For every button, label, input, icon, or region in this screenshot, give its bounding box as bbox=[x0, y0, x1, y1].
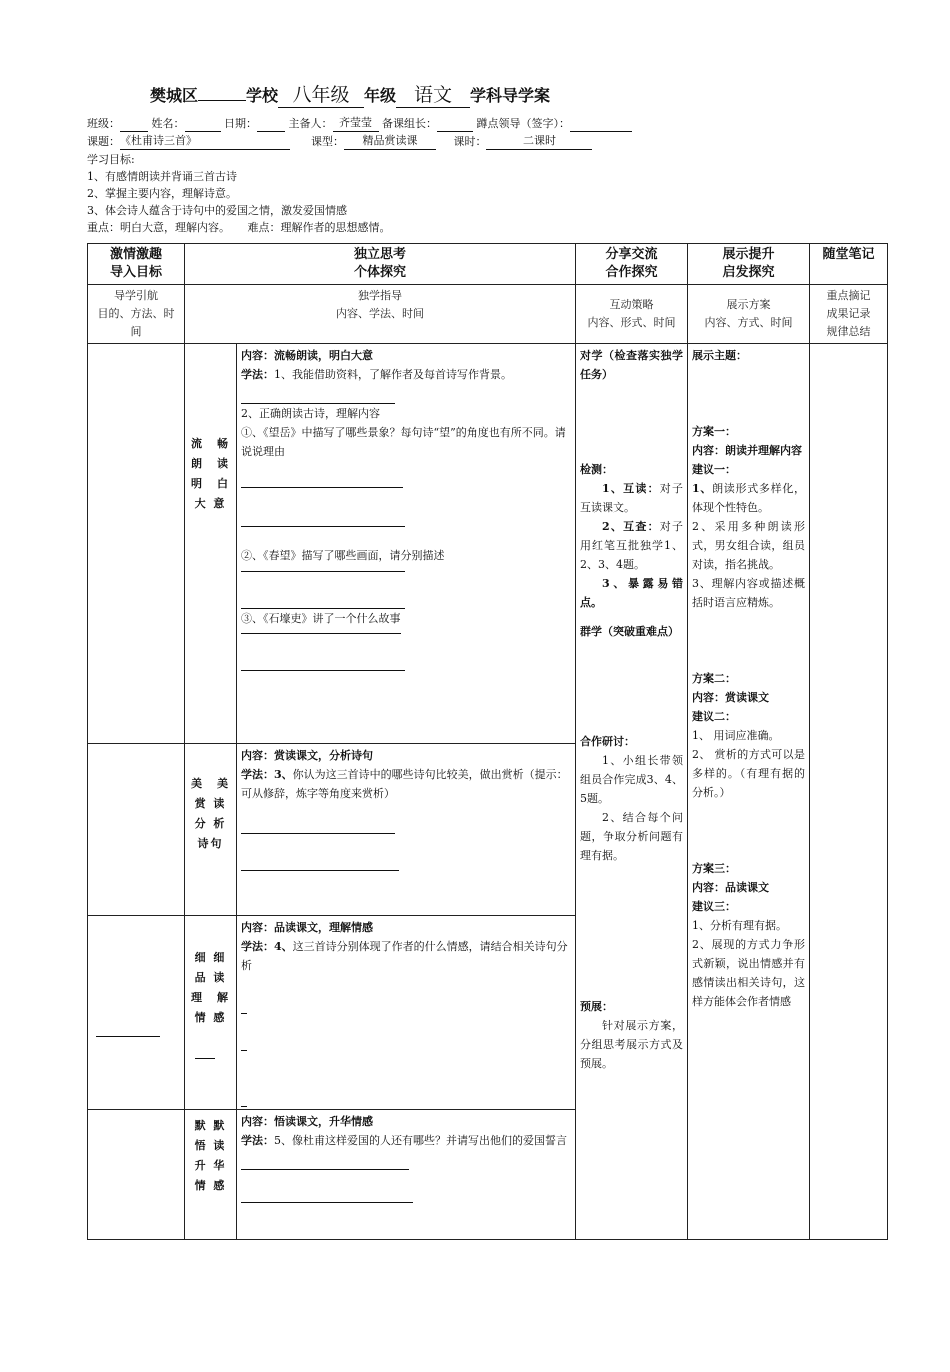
page-title bbox=[150, 80, 550, 108]
school-blank[interactable] bbox=[198, 100, 246, 101]
coop-item: 1、小组长带领组员合作完成3、4、5题。 bbox=[580, 754, 684, 805]
topic-field[interactable]: 《杜甫诗三首》 bbox=[120, 132, 290, 150]
question-text: 2、正确朗读古诗，理解内容 bbox=[241, 407, 380, 420]
question-text: 这三首诗分别体现了作者的什么情感，请结合相关诗句分析 bbox=[241, 940, 568, 972]
plan-content: 内容：赏读课文 bbox=[692, 691, 770, 704]
suggestion-item: 1、分析有理有据。 bbox=[692, 919, 788, 932]
leader-field[interactable] bbox=[437, 117, 473, 132]
header-row bbox=[88, 244, 888, 285]
guide-cell-1[interactable] bbox=[88, 344, 185, 744]
check-label: 检测： bbox=[580, 463, 614, 476]
info-row-1 bbox=[87, 114, 632, 132]
question-text: 5、像杜甫这样爱国的人还有哪些？并请写出他们的爱国誓言 bbox=[274, 1134, 567, 1147]
name-label: 姓名： bbox=[151, 117, 185, 130]
section-row-1 bbox=[88, 344, 888, 744]
share-column: 对学（检查落实独学任务） 检测： 1、互读：对子互读课文。 2、互查：对子用红笔互批独学1、2、3、4题。 3、暴露易错点。 群学（突破重难点） 合作研讨： 1、小组长带领组员合作完成3、4、5题。 2、结合每个问题，争取分析问题有理有据。 预展： 针对展示方案，分组思考展示方式及预展。 bbox=[576, 344, 688, 1240]
subheader-interaction: 互动策略 内容、形式、时间 bbox=[576, 285, 688, 344]
hours-label: 课时： bbox=[453, 135, 487, 148]
col-header-show: 展示提升 启发探究 bbox=[688, 244, 810, 285]
answer-line[interactable] bbox=[241, 870, 399, 871]
preparer-field[interactable]: 齐莹莹 bbox=[333, 114, 379, 132]
hours-field[interactable]: 二课时 bbox=[486, 132, 592, 150]
col-header-independent: 独立思考 个体探究 bbox=[185, 244, 576, 285]
type-field[interactable]: 精品赏读课 bbox=[344, 132, 436, 150]
expose-errors: 3、暴露易错点。 bbox=[580, 577, 684, 609]
name-field[interactable] bbox=[185, 117, 221, 132]
suggestion-item: 2、展现的方式力争形式新颖，说出情感并有感情读出相关诗句，这样方能体会作者情感 bbox=[692, 938, 806, 1008]
pair-study: 对学（检查落实独学任务） bbox=[580, 349, 684, 381]
answer-line[interactable] bbox=[241, 670, 405, 671]
col-header-notes: 随堂笔记 bbox=[810, 244, 888, 285]
date-field[interactable] bbox=[257, 117, 285, 132]
section-label-1: 流 畅 朗 读 明 白 大 意 bbox=[185, 344, 237, 744]
preview-text: 针对展示方案，分组思考展示方式及预展。 bbox=[580, 1019, 684, 1070]
section-label-2: 美 美 赏 读 分 析 诗句 bbox=[185, 744, 237, 916]
goals-heading: 学习目标: bbox=[87, 153, 135, 166]
notes-column[interactable] bbox=[810, 344, 888, 1240]
group-study: 群学（突破重难点） bbox=[580, 625, 680, 638]
suggestion-item: 1、 用词应准确。 bbox=[692, 729, 780, 742]
preparer-label: 主备人： bbox=[288, 117, 333, 130]
solo-cell-3: 内容：品读课文，理解情感 学法：4、这三首诗分别体现了作者的什么情感，请结合相关诗句分析 bbox=[237, 916, 576, 1110]
plan-1: 方案一： bbox=[692, 425, 737, 438]
content-heading: 内容：赏读课文，分析诗句 bbox=[241, 749, 373, 762]
show-column: 展示主题： 方案一： 内容：朗读并理解内容 建议一： 1、朗读形式多样化，体现个性特色。 2、采用多种朗读形式，男女组合读，组员对读，指名挑战。 3、理解内容或描述概括时语言应精炼。 方案二： 内容：赏读课文 建议二： 1、 用词应准确。 2、 赏析的方式可以是多样的。（有理有据的分析。） 方案三： 内容：品读课文 建议三： 1、分析有理有据。 2、展现的方式力争形式新颖，说出情感并有感情读出相关诗句，这样方能体会作者情感 bbox=[688, 344, 810, 1240]
suggestion-label: 建议一： bbox=[692, 463, 737, 476]
content-heading: 内容：流畅朗读，明白大意 bbox=[241, 349, 373, 362]
subheader-row bbox=[88, 285, 888, 344]
answer-line[interactable] bbox=[241, 1106, 247, 1107]
grade-label: 年级 bbox=[364, 86, 397, 105]
goal-item: 3、体会诗人蕴含于诗句中的爱国之情，激发爱国情感 bbox=[87, 204, 347, 217]
plan-content: 内容：品读课文 bbox=[692, 881, 770, 894]
coop-item: 2、结合每个问题，争取分析问题有理有据。 bbox=[580, 811, 684, 862]
plan-content: 内容：朗读并理解内容 bbox=[692, 444, 803, 457]
suggestion-label: 建议二： bbox=[692, 710, 737, 723]
class-label: 班级： bbox=[87, 117, 120, 130]
leader-label: 备课组长： bbox=[382, 117, 437, 130]
learning-goals bbox=[87, 151, 390, 236]
solo-cell-4: 内容：悟读课文，升华情感 学法：5、像杜甫这样爱国的人还有哪些？并请写出他们的爱国誓言 bbox=[237, 1110, 576, 1240]
solo-cell-2: 内容：赏读课文，分析诗句 学法：3、你认为这三首诗中的哪些诗句比较美，做出赏析（提示：可从修辞，炼字等角度来赏析） bbox=[237, 744, 576, 916]
class-field[interactable] bbox=[120, 117, 148, 132]
subheader-notes: 重点摘记 成果记录 规律总结 bbox=[810, 285, 888, 344]
col-header-intro: 激情激趣 导入目标 bbox=[88, 244, 185, 285]
type-label: 课型： bbox=[310, 135, 344, 148]
grade-field[interactable]: 八年级 bbox=[278, 80, 364, 108]
question-text: ①、《望岳》中描写了哪些景象？每句诗“望”的角度也有所不同。请说说理由 bbox=[241, 426, 566, 458]
supervisor-field[interactable] bbox=[570, 117, 632, 132]
plan-2: 方案二： bbox=[692, 672, 737, 685]
suggestion-item: 3、理解内容或描述概括时语言应精炼。 bbox=[692, 577, 806, 609]
topic-label: 课题： bbox=[87, 135, 120, 148]
difficulty-points: 难点：理解作者的思想感情。 bbox=[247, 221, 391, 234]
question-text: ②、《春望》描写了哪些画面，请分别描述 bbox=[241, 549, 445, 562]
subheader-plan: 展示方案 内容、方式、时间 bbox=[688, 285, 810, 344]
guide-cell-2[interactable] bbox=[88, 744, 185, 916]
subject-label: 学科导学案 bbox=[470, 86, 551, 105]
preview-label: 预展： bbox=[580, 1000, 614, 1013]
question-text: 你认为这三首诗中的哪些诗句比较美，做出赏析（提示：可从修辞，炼字等角度来赏析） bbox=[241, 768, 568, 800]
subject-field[interactable]: 语文 bbox=[396, 80, 470, 108]
goal-item: 2、掌握主要内容，理解诗意。 bbox=[87, 187, 237, 200]
answer-line[interactable] bbox=[195, 1058, 215, 1059]
goal-item: 1、有感情朗读并背诵三首古诗 bbox=[87, 170, 237, 183]
suggestion-label: 建议三： bbox=[692, 900, 737, 913]
district-label: 樊城区 bbox=[150, 86, 199, 105]
suggestion-item: 2、采用多种朗读形式，男女组合读，组员对读，指名挑战。 bbox=[692, 520, 806, 571]
answer-line[interactable] bbox=[241, 1202, 413, 1203]
supervisor-label: 蹲点领导（签字）： bbox=[476, 117, 570, 130]
info-row-2 bbox=[87, 132, 592, 150]
suggestion-item: 2、 赏析的方式可以是多样的。（有理有据的分析。） bbox=[692, 748, 806, 799]
show-theme: 展示主题： bbox=[692, 349, 748, 362]
subheader-solo: 独学指导 内容、学法、时间 bbox=[185, 285, 576, 344]
section-label-4: 默 默 悟 读 升 华 情 感 bbox=[185, 1110, 237, 1240]
guide-cell-3[interactable] bbox=[88, 916, 185, 1110]
date-label: 日期： bbox=[224, 117, 257, 130]
key-points: 重点：明白大意，理解内容。 bbox=[87, 221, 230, 234]
answer-line[interactable] bbox=[96, 1036, 160, 1037]
subheader-guide: 导学引航 目的、方法、时 间 bbox=[88, 285, 185, 344]
guide-cell-4[interactable] bbox=[88, 1110, 185, 1240]
content-heading: 内容：品读课文，理解情感 bbox=[241, 921, 373, 934]
coop-label: 合作研讨： bbox=[580, 735, 636, 748]
section-label-3: 细 细 品 读 理 解 情 感 bbox=[185, 916, 237, 1110]
study-guide-table bbox=[87, 243, 888, 1240]
question-text: ③、《石壕吏》讲了一个什么故事 bbox=[241, 612, 401, 625]
content-heading: 内容：悟读课文，升华情感 bbox=[241, 1115, 373, 1128]
school-label: 学校 bbox=[246, 86, 279, 105]
plan-3: 方案三： bbox=[692, 862, 737, 875]
question-text: 1、我能借助资料，了解作者及每首诗写作背景。 bbox=[274, 368, 512, 381]
solo-cell-1: 内容：流畅朗读，明白大意 学法：1、我能借助资料，了解作者及每首诗写作背景。 2、正确朗读古诗，理解内容 ①、《望岳》中描写了哪些景象？每句诗“望”的角度也有所不同。请说说理由 ②、《春望》描写了哪些画面，请分别描述 ③、《石壕吏》讲了一个什么故事 bbox=[237, 344, 576, 744]
col-header-share: 分享交流 合作探究 bbox=[576, 244, 688, 285]
